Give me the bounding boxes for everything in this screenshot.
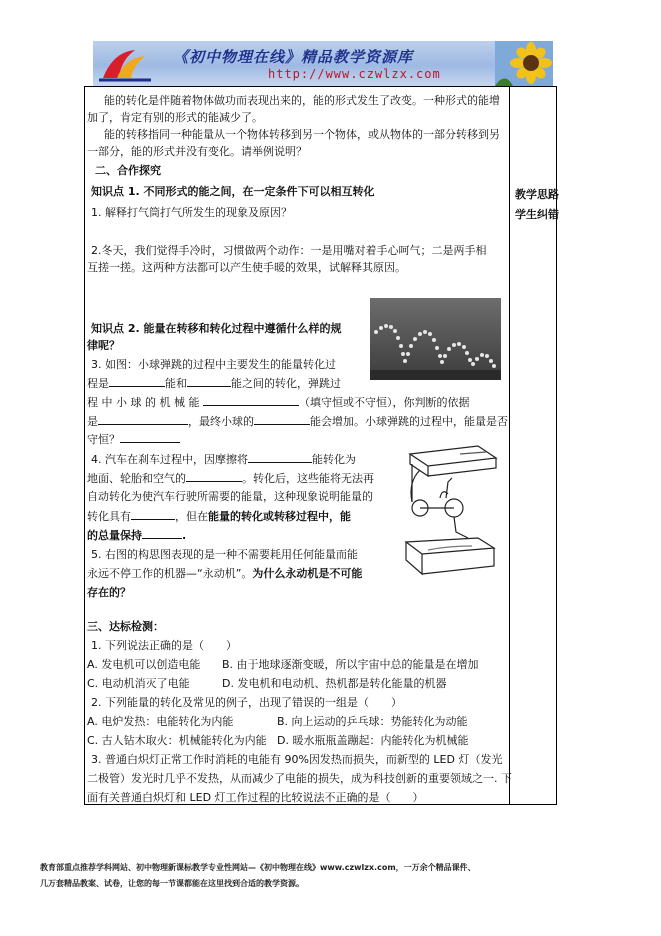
choice-question-2: 2. 下列能量的转化及常见的例子，出现了错误的一组是（ ） bbox=[91, 696, 402, 709]
perpetual-motion-machine-image bbox=[398, 442, 502, 580]
section-heading-cooperative: 二、合作探究 bbox=[95, 164, 161, 177]
choice-question-3: 3. 普通白炽灯正常工作时消耗的电能有 90%因发热而损失，而新型的 LED 灯（发光 bbox=[91, 753, 503, 766]
para-energy-transfer: 能的转移指同一种能量从一个物体转移到另一个物体，或从物体的一部分转移到另 bbox=[104, 128, 500, 141]
header-banner bbox=[93, 41, 553, 86]
side-label-teaching: 教学思路 bbox=[515, 188, 559, 201]
section-heading-assessment: 三、达标检测： bbox=[87, 620, 164, 633]
question-1: 1. 解释打气筒打气所发生的现象及原因？ bbox=[91, 206, 292, 219]
question-4-line2: 地面、轮胎和空气的 。转化后，这些能将无法再 bbox=[87, 469, 374, 487]
site-logo-icon bbox=[95, 44, 155, 84]
choice-2-option-a: A. 电炉发热：电能转化为内能 bbox=[87, 715, 234, 728]
question-3-line3: 程 中 小 球 的 机 械 能 （填守恒或不守恒），你判断的依据 bbox=[87, 393, 469, 411]
knowledge-point-2-cont: 律呢？ bbox=[87, 339, 120, 352]
question-4: 4. 汽车在刹车过程中，因摩擦将 能转化为 bbox=[91, 450, 356, 468]
question-4-line3: 自动转化为使汽车行驶所需要的能量，这种现象说明能量的 bbox=[87, 490, 373, 503]
question-5: 5. 右图的构思图表现的是一种不需要耗用任何能量而能 bbox=[91, 548, 358, 561]
choice-1-option-c: C. 电动机消灭了电能 bbox=[87, 677, 190, 690]
choice-2-option-c: C. 古人钻木取火：机械能转化为内能 bbox=[87, 734, 267, 747]
sunflower-icon bbox=[495, 41, 553, 86]
question-4-line4: 转化具有 ，但在能量的转化或转移过程中，能 bbox=[87, 507, 351, 525]
side-label-correction: 学生纠错 bbox=[515, 208, 559, 221]
question-2: 2.冬天，我们觉得手冷时，习惯做两个动作：一是用嘴对着手心呵气；二是两手相 bbox=[91, 244, 487, 257]
choice-question-3-line3: 面有关普通白炽灯和 LED 灯工作过程的比较说法不正确的是（ ） bbox=[87, 791, 424, 804]
question-4-line5: 的总量保持 . bbox=[87, 526, 186, 544]
question-3-line2: 程是 能和 能之间的转化，弹跳过 bbox=[87, 374, 341, 392]
banner-title: 《初中物理在线》精品教学资源库 bbox=[173, 48, 414, 66]
choice-question-3-line2: 二极管）发光时几乎不发热，从而减少了电能的损失，成为科技创新的重要领域之一. 下 bbox=[87, 772, 512, 785]
choice-question-1: 1. 下列说法正确的是（ ） bbox=[91, 639, 237, 652]
knowledge-point-2: 知识点 2. 能量在转移和转化过程中遵循什么样的规 bbox=[91, 322, 342, 335]
choice-1-option-b: B. 由于地球逐渐变暖，所以宇宙中总的能量是在增加 bbox=[222, 658, 479, 671]
para-energy-transfer-2: 一部分，能的形式并没有变化。请举例说明？ bbox=[87, 145, 307, 158]
bouncing-ball-image bbox=[370, 298, 501, 380]
question-5-line3: 存在的？ bbox=[87, 586, 131, 599]
question-3: 3. 如图：小球弹跳的过程中主要发生的能量转化过 bbox=[91, 358, 336, 371]
choice-1-option-a: A. 发电机可以创造电能 bbox=[87, 658, 201, 671]
choice-1-option-d: D. 发电机和电动机、热机都是转化能量的机器 bbox=[222, 677, 447, 690]
question-3-line5: 守恒？ bbox=[87, 430, 180, 448]
footer-line-1: 教育部重点推荐学科网站、初中物理新课标教学专业性网站—《初中物理在线》www.czwlzx.com，一万余个精品课件、 bbox=[40, 863, 476, 872]
choice-2-option-d: D. 暖水瓶瓶盖蹦起：内能转化为机械能 bbox=[277, 734, 469, 747]
para-energy-conversion-2: 加了，肯定有别的形式的能减少了。 bbox=[87, 111, 263, 124]
footer-line-2: 几万套精品教案、试卷，让您的每一节课都能在这里找到合适的教学资源。 bbox=[40, 879, 304, 888]
question-2-cont: 互搓一搓。这两种方法都可以产生使手暖的效果，试解释其原因。 bbox=[87, 261, 406, 274]
knowledge-point-1: 知识点 1. 不同形式的能之间，在一定条件下可以相互转化 bbox=[91, 185, 375, 198]
question-5-line2: 永远不停工作的机器—“永动机”。为什么永动机是不可能 bbox=[87, 567, 363, 580]
para-energy-conversion: 能的转化是伴随着物体做功而表现出来的，能的形式发生了改变。一种形式的能增 bbox=[104, 94, 500, 107]
column-divider bbox=[509, 86, 510, 805]
question-3-line4: 是 ，最终小球的 能会增加。小球弹跳的过程中，能量是否 bbox=[87, 412, 508, 430]
choice-2-option-b: B. 向上运动的乒乓球：势能转化为动能 bbox=[277, 715, 468, 728]
banner-url[interactable]: http://www.czwlzx.com bbox=[268, 67, 441, 81]
